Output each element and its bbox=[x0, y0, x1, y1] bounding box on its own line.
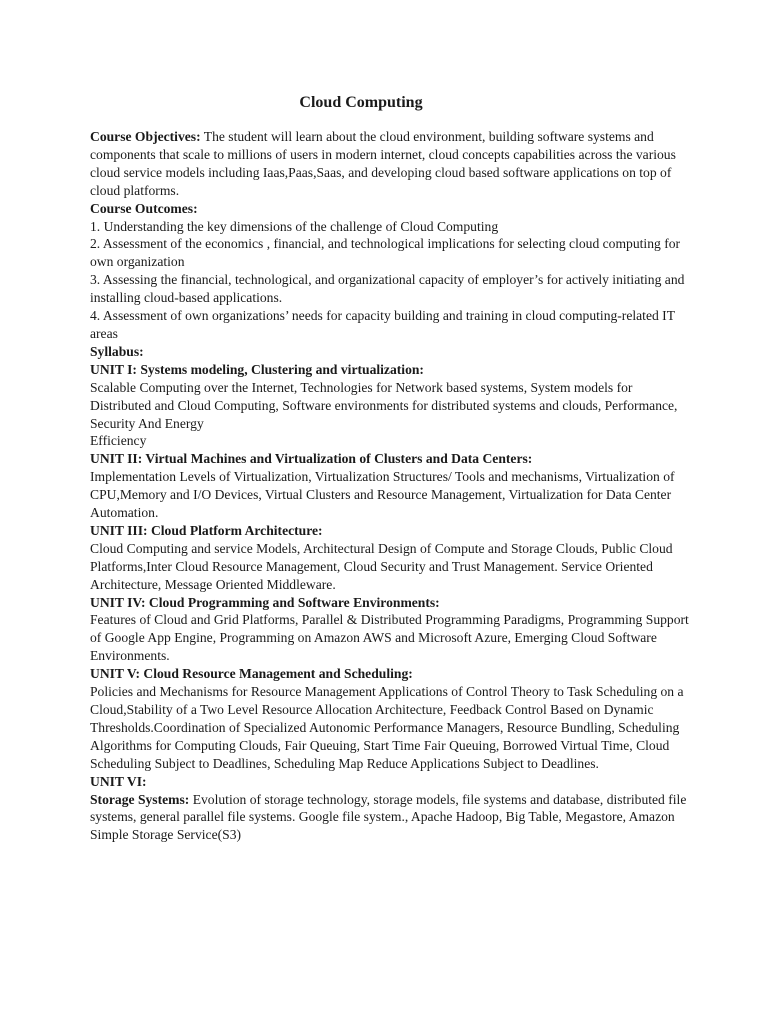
unit-5-body: Policies and Mechanisms for Resource Management Applications of Control Theory to Task Scheduling on a Cloud,Stability of a Two Level Resource Allocation Architecture, Feedback Control Based on Dynamic Thresholds.Coordination of Specialized Autonomic Performance Managers, Resource Bundling, Scheduling Algorithms for Computing Clouds, Fair Queuing, Start Time Fair Queuing, Borrowed Virtual Time, Cloud Scheduling Subject to Deadlines, Scheduling Map Reduce Applications Subject to Deadlines. bbox=[90, 684, 684, 771]
page-title: Cloud Computing bbox=[299, 94, 423, 111]
unit-5-heading: UNIT V: Cloud Resource Management and Scheduling: bbox=[90, 666, 413, 682]
document-body bbox=[90, 128, 690, 844]
unit-2-body: Implementation Levels of Virtualization, Virtualization Structures/ Tools and mechanisms, Virtualization of CPU,Memory and I/O Devices, Virtual Clusters and Resource Management, Virtualization for Data Center Automation. bbox=[90, 469, 675, 521]
unit-4-heading: UNIT IV: Cloud Programming and Software Environments: bbox=[90, 594, 440, 610]
course-objectives bbox=[90, 128, 690, 200]
document-page bbox=[90, 92, 690, 844]
course-objectives-text: The student will learn about the cloud environment, building software systems and components that scale to millions of users in modern internet, cloud concepts capabilities across the various cloud service models including Iaas,Paas,Saas, and developing cloud based software applications on top of cloud platforms. bbox=[90, 129, 676, 198]
unit-2-heading: UNIT II: Virtual Machines and Virtualization of Clusters and Data Centers: bbox=[90, 451, 533, 467]
unit-6-heading: UNIT VI: bbox=[90, 773, 147, 789]
storage-systems-text: Evolution of storage technology, storage models, file systems and database, distributed file systems, general parallel file systems. Google file system., Apache Hadoop, Big Table, Megastore, Amazon Simple Storage Service(S3) bbox=[90, 791, 687, 843]
unit-3-heading: UNIT III: Cloud Platform Architecture: bbox=[90, 522, 323, 538]
outcome-item-3: 3. Assessing the financial, technological, and organizational capacity of employer’s for actively initiating and installing cloud-based applications. bbox=[90, 272, 685, 306]
unit-4-body: Features of Cloud and Grid Platforms, Parallel & Distributed Programming Paradigms, Programming Support of Google App Engine, Programming on Amazon AWS and Microsoft Azure, Emerging Cloud Software Environments. bbox=[90, 612, 689, 664]
outcome-item-4: 4. Assessment of own organizations’ needs for capacity building and training in cloud computing-related IT areas bbox=[90, 308, 675, 341]
outcome-item-2: 2. Assessment of the economics , financial, and technological implications for selecting cloud computing for own organization bbox=[90, 236, 681, 270]
unit-1-body: Scalable Computing over the Internet, Technologies for Network based systems, System models for Distributed and Cloud Computing, Software environments for distributed systems and clouds, Performance, Security And Energy bbox=[90, 379, 678, 431]
course-objectives-label: Course Objectives: bbox=[90, 129, 201, 144]
course-outcomes-label: Course Outcomes: bbox=[90, 200, 198, 216]
syllabus-label: Syllabus: bbox=[90, 343, 144, 359]
unit-6-body bbox=[90, 791, 690, 845]
unit-1-heading: UNIT I: Systems modeling, Clustering and virtualization: bbox=[90, 361, 424, 377]
unit-1-extra: Efficiency bbox=[90, 433, 147, 449]
outcome-item-1: 1. Understanding the key dimensions of the challenge of Cloud Computing bbox=[90, 218, 499, 234]
unit-3-body: Cloud Computing and service Models, Architectural Design of Compute and Storage Clouds, Public Cloud Platforms,Inter Cloud Resource Management, Cloud Security and Trust Management. Service Oriented Architecture, Message Oriented Middleware. bbox=[90, 540, 673, 592]
storage-systems-label: Storage Systems: bbox=[90, 791, 190, 807]
